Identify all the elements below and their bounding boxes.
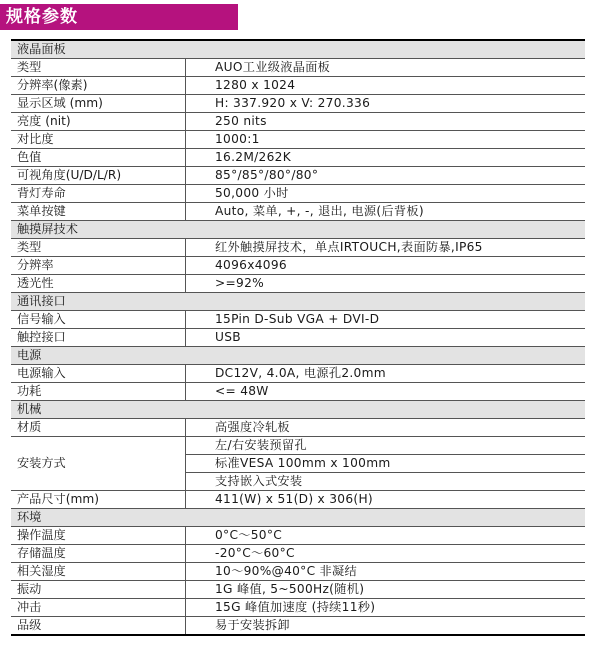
spec-value: >=92% — [186, 275, 586, 293]
spec-value: H: 337.920 x V: 270.336 — [186, 95, 586, 113]
spec-value: 16.2M/262K — [186, 149, 586, 167]
table-row — [11, 311, 585, 329]
spec-label: 品级 — [11, 617, 186, 636]
spec-value: <= 48W — [186, 383, 586, 401]
table-row — [11, 419, 585, 437]
spec-value: 10～90%@40°C 非凝结 — [186, 563, 586, 581]
spec-label: 电源输入 — [11, 365, 186, 383]
section-header — [11, 347, 585, 365]
spec-value: Auto, 菜单, +, -, 退出, 电源(后背板) — [186, 203, 586, 221]
table-row — [11, 95, 585, 113]
spec-label: 安装方式 — [11, 437, 186, 491]
spec-label: 存储温度 — [11, 545, 186, 563]
table-row — [11, 203, 585, 221]
spec-value: 85°/85°/80°/80° — [186, 167, 586, 185]
spec-value: 1G 峰值, 5~500Hz(随机) — [186, 581, 586, 599]
spec-table — [11, 39, 585, 636]
section-title: 机械 — [11, 401, 585, 419]
spec-table-body — [11, 40, 585, 635]
spec-value: 0°C～50°C — [186, 527, 586, 545]
spec-label: 类型 — [11, 59, 186, 77]
section-header — [11, 401, 585, 419]
spec-label: 触控接口 — [11, 329, 186, 347]
table-row — [11, 239, 585, 257]
table-row — [11, 59, 585, 77]
spec-label: 对比度 — [11, 131, 186, 149]
table-row — [11, 527, 585, 545]
section-title: 环境 — [11, 509, 585, 527]
spec-value: 左/右安装预留孔 — [186, 437, 586, 455]
table-row — [11, 545, 585, 563]
spec-value: 1000:1 — [186, 131, 586, 149]
spec-label: 振动 — [11, 581, 186, 599]
page-title: 规格参数 — [0, 4, 238, 30]
table-row — [11, 383, 585, 401]
table-row — [11, 617, 585, 636]
spec-value: 红外触摸屏技术，单点IRTOUCH,表面防暴,IP65 — [186, 239, 586, 257]
table-row — [11, 167, 585, 185]
spec-value: DC12V, 4.0A, 电源孔2.0mm — [186, 365, 586, 383]
spec-label: 透光性 — [11, 275, 186, 293]
table-row — [11, 77, 585, 95]
spec-label: 显示区域 (mm) — [11, 95, 186, 113]
table-row — [11, 329, 585, 347]
table-row — [11, 131, 585, 149]
section-title: 通讯接口 — [11, 293, 585, 311]
spec-label: 冲击 — [11, 599, 186, 617]
spec-label: 类型 — [11, 239, 186, 257]
spec-value: -20°C～60°C — [186, 545, 586, 563]
spec-value: 250 nits — [186, 113, 586, 131]
table-row — [11, 581, 585, 599]
spec-label: 操作温度 — [11, 527, 186, 545]
section-title: 电源 — [11, 347, 585, 365]
spec-value: 50,000 小时 — [186, 185, 586, 203]
spec-label: 信号输入 — [11, 311, 186, 329]
spec-label: 菜单按键 — [11, 203, 186, 221]
section-header — [11, 509, 585, 527]
section-header — [11, 40, 585, 59]
spec-label: 功耗 — [11, 383, 186, 401]
spec-value: 411(W) x 51(D) x 306(H) — [186, 491, 586, 509]
table-row — [11, 437, 585, 455]
spec-label: 材质 — [11, 419, 186, 437]
section-header — [11, 221, 585, 239]
spec-label: 分辨率(像素) — [11, 77, 186, 95]
spec-value: AUO工业级液晶面板 — [186, 59, 586, 77]
table-row — [11, 257, 585, 275]
section-header — [11, 293, 585, 311]
section-title: 触摸屏技术 — [11, 221, 585, 239]
spec-value: USB — [186, 329, 586, 347]
table-row — [11, 491, 585, 509]
table-row — [11, 149, 585, 167]
spec-label: 色值 — [11, 149, 186, 167]
spec-label: 产品尺寸(mm) — [11, 491, 186, 509]
table-row — [11, 599, 585, 617]
spec-value: 15Pin D-Sub VGA + DVI-D — [186, 311, 586, 329]
spec-value: 支持嵌入式安装 — [186, 473, 586, 491]
table-row — [11, 185, 585, 203]
table-row — [11, 275, 585, 293]
spec-label: 亮度 (nit) — [11, 113, 186, 131]
table-row — [11, 365, 585, 383]
table-row — [11, 113, 585, 131]
spec-value: 高强度冷轧板 — [186, 419, 586, 437]
table-row — [11, 563, 585, 581]
spec-value: 标准VESA 100mm x 100mm — [186, 455, 586, 473]
spec-label: 背灯寿命 — [11, 185, 186, 203]
spec-label: 可视角度(U/D/L/R) — [11, 167, 186, 185]
spec-value: 4096x4096 — [186, 257, 586, 275]
spec-label: 分辨率 — [11, 257, 186, 275]
spec-value: 易于安装拆卸 — [186, 617, 586, 636]
spec-value: 1280 x 1024 — [186, 77, 586, 95]
spec-value: 15G 峰值加速度 (持续11秒) — [186, 599, 586, 617]
spec-label: 相关湿度 — [11, 563, 186, 581]
section-title: 液晶面板 — [11, 40, 585, 59]
